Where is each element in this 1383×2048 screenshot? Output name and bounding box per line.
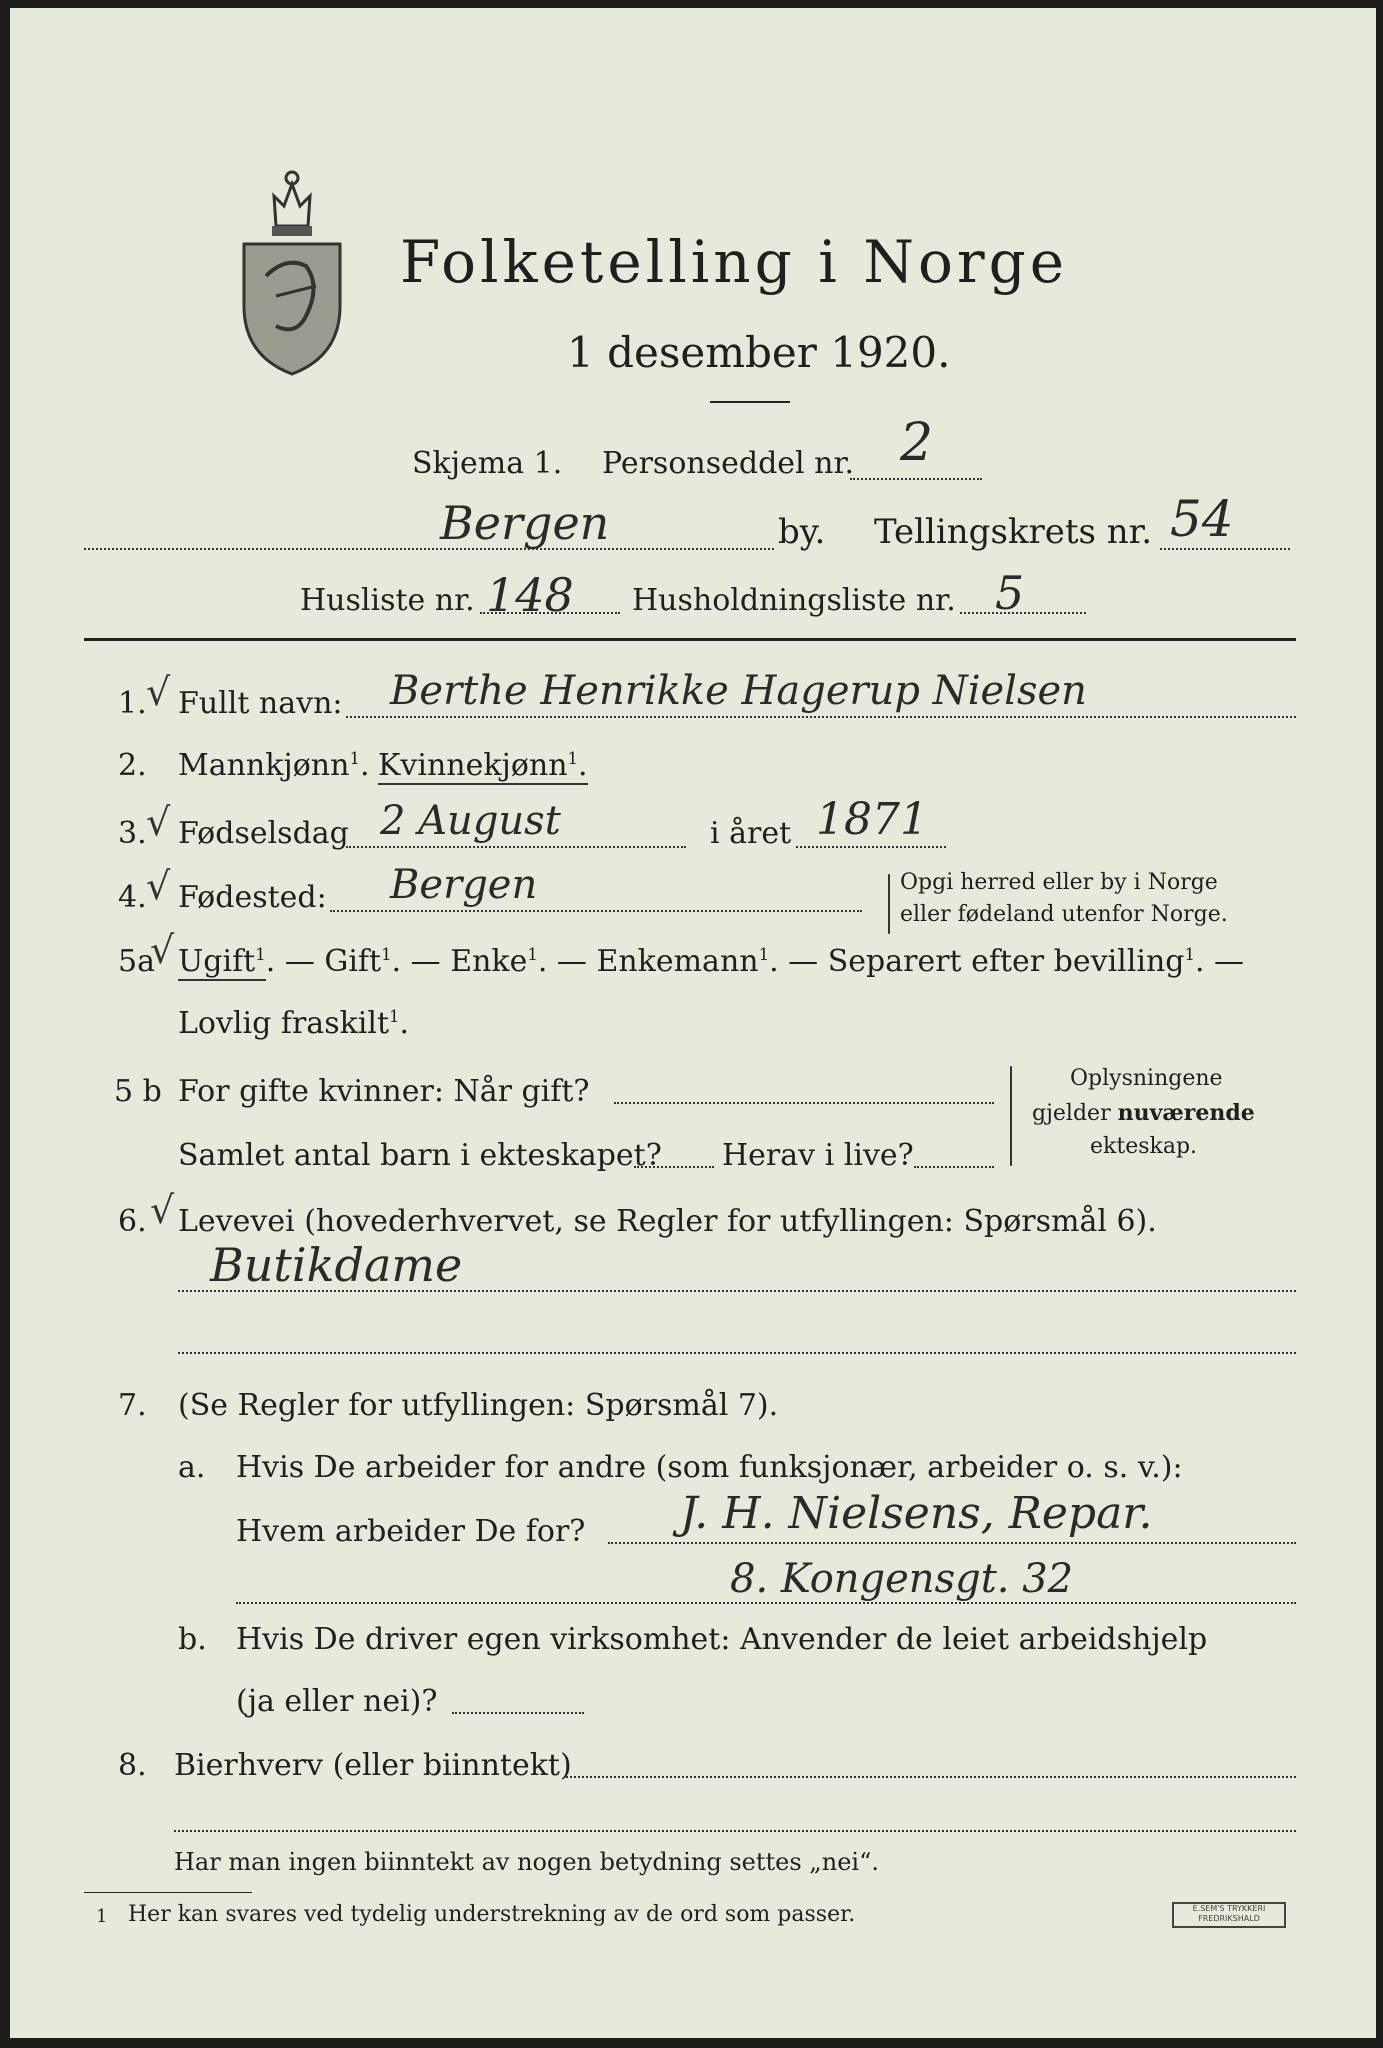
q4-label: Fødested: [178, 880, 327, 915]
q1-label: Fullt navn: [178, 686, 343, 721]
q7b-letter: b. [178, 1622, 207, 1657]
checkmark-6: √ [150, 1188, 175, 1232]
q6-value: Butikdame [210, 1238, 463, 1292]
q3-value: 2 August [380, 798, 561, 844]
husliste-value: 148 [486, 568, 574, 622]
checkmark-3: √ [146, 800, 171, 844]
q7b-answer-line [452, 1712, 584, 1714]
q8-line-1 [566, 1776, 1296, 1778]
husholdning-label: Husholdningsliste nr. [632, 583, 956, 618]
q6-label: Levevei (hovederhvervet, se Regler for utfyllingen: Spørsmål 6). [178, 1204, 1157, 1239]
husholdning-value: 5 [995, 566, 1025, 620]
q7a-line1: Hvis De arbeider for andre (som funksjonær, arbeider o. s. v.): [236, 1450, 1183, 1485]
census-form [10, 8, 1376, 2038]
q2-male: Mannkjønn$^1$. [178, 748, 370, 783]
q5a-options: Ugift$^1$. — Gift$^1$. — Enke$^1$. — Enkemann$^1$. — Separert efter bevilling$^1$. — [178, 944, 1245, 979]
q2-number: 2. [118, 748, 147, 783]
option-gift: Gift$^1$ [324, 944, 392, 979]
q3-year-label: i året [710, 816, 792, 851]
footnote-divider [84, 1892, 252, 1893]
option-enke: Enke$^1$ [450, 944, 538, 979]
q4-note-2: eller fødeland utenfor Norge. [900, 902, 1228, 927]
q3-year-line [796, 846, 946, 848]
q2-female: Kvinnekjønn$^1$. [378, 748, 588, 783]
q5b-note-2: gjelder nuværende [1032, 1100, 1255, 1126]
q1-line [346, 716, 1296, 718]
q1-value: Berthe Henrikke Hagerup Nielsen [390, 668, 1087, 714]
q7a-value-1: J. H. Nielsens, Repar. [680, 1488, 1153, 1539]
census-date: 1 desember 1920. [567, 328, 951, 377]
q3-day-line [346, 846, 686, 848]
personseddel-line [850, 478, 982, 480]
footnote: Her kan svares ved tydelig understrekning av de ord som passer. [128, 1902, 856, 1927]
option-enkemann: Enkemann$^1$ [596, 944, 770, 979]
form-title: Folketelling i Norge [400, 228, 1069, 296]
q4-number: 4. [118, 880, 147, 915]
q1-number: 1. [118, 686, 147, 721]
q5b-note-1: Oplysningene [1070, 1066, 1223, 1091]
skjema-label: Skjema 1. [412, 446, 563, 481]
q5b-note-3: ekteskap. [1090, 1134, 1198, 1159]
by-label: by. [778, 512, 826, 552]
tellingskrets-label: Tellingskrets nr. [874, 512, 1153, 552]
q5b-note-brace [1010, 1066, 1012, 1166]
option-fraskilt: Lovlig fraskilt$^1$. [178, 1006, 410, 1041]
q5a-number: 5a [118, 944, 155, 979]
printer-stamp: E.SEM'S TRYKKERI FREDRIKSHALD [1172, 1902, 1286, 1928]
q5b-line2b: Herav i live? [722, 1138, 914, 1173]
option-ugift: Ugift$^1$ [178, 944, 266, 979]
q8-label: Bierhverv (eller biinntekt) [174, 1748, 572, 1783]
q7-number: 7. [118, 1388, 147, 1423]
q6-line-2 [178, 1352, 1296, 1354]
q4-line [330, 910, 862, 912]
q3-label: Fødselsdag [178, 816, 349, 851]
option-separert: Separert efter bevilling$^1$ [827, 944, 1195, 979]
q5b-line1: For gifte kvinner: Når gift? [178, 1074, 590, 1109]
q5b-children-line [634, 1166, 714, 1168]
q4-note-1: Opgi herred eller by i Norge [900, 870, 1218, 895]
coat-of-arms-emblem [236, 166, 348, 376]
city-value: Bergen [440, 496, 610, 550]
husliste-label: Husliste nr. [300, 583, 475, 618]
q7-label: (Se Regler for utfyllingen: Spørsmål 7). [178, 1388, 779, 1423]
title-divider [710, 401, 790, 403]
q5b-number: 5 b [114, 1074, 162, 1109]
q5b-married-line [614, 1102, 994, 1104]
city-line [84, 548, 774, 550]
q7b-line1: Hvis De driver egen virksomhet: Anvender de leiet arbeidshjelp [236, 1622, 1208, 1657]
personseddel-value: 2 [900, 413, 934, 473]
tellingskrets-value: 54 [1170, 490, 1234, 548]
q7a-value-2: 8. Kongensgt. 32 [730, 1556, 1074, 1602]
q3-year-value: 1871 [816, 794, 928, 845]
q5b-line2a: Samlet antal barn i ekteskapet? [178, 1138, 662, 1173]
q6-number: 6. [118, 1204, 147, 1239]
q3-number: 3. [118, 816, 147, 851]
q7b-line2: (ja eller nei)? [236, 1684, 438, 1719]
checkmark-1: √ [146, 670, 171, 714]
q7a-employer-line-2 [236, 1602, 1296, 1604]
header-divider [84, 638, 1296, 641]
personseddel-label: Personseddel nr. [602, 446, 855, 481]
q5b-alive-line [914, 1166, 994, 1168]
note-nei: Har man ingen biinntekt av nogen betydning settes „nei“. [174, 1848, 879, 1876]
q8-number: 8. [118, 1748, 147, 1783]
checkmark-5a: √ [150, 928, 175, 972]
q7a-employer-line-1 [608, 1542, 1296, 1544]
checkmark-4: √ [146, 864, 171, 908]
q4-value: Bergen [390, 862, 538, 908]
q7a-letter: a. [178, 1450, 206, 1485]
q4-note-brace [888, 874, 890, 934]
footnote-mark: 1 [96, 1906, 108, 1927]
tellingskrets-line [1160, 548, 1290, 550]
q7a-line2: Hvem arbeider De for? [236, 1514, 586, 1549]
q8-line-2 [174, 1830, 1296, 1832]
